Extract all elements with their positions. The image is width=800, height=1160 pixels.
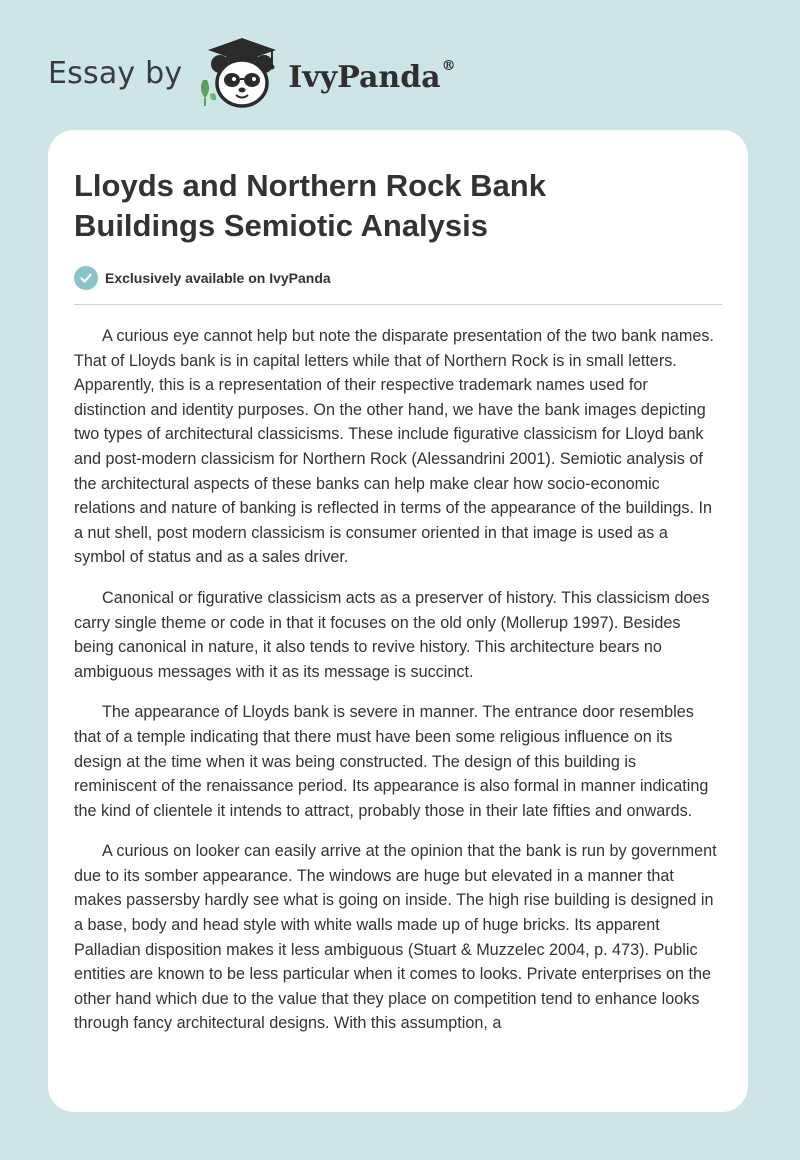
paragraph: A curious on looker can easily arrive at the opinion that the bank is run by government due to its somber appearance. The windows are huge but elevated in a manner that makes passersby hardly see what is going on inside. The high rise building is designed in a base, body and head style with white walls made up of huge bricks. Its apparent Palladian disposition makes it less ambiguous (Stuart & Muzzelec 2004, p. 473). Public entities are known to be less particular when it comes to looks. Private enterprises on the other hand which due to the value that they place on competition tend to enhance looks through fancy architectural designs. With this assumption, a	[74, 842, 717, 1033]
brand-name[interactable]	[288, 57, 456, 95]
essay-by-label: Essay by	[48, 55, 183, 91]
article-title: Lloyds and Northern Rock Bank Buildings Semiotic Analysis	[74, 168, 546, 243]
registered-mark: ®	[441, 57, 456, 74]
check-icon	[74, 266, 98, 290]
site-header	[48, 36, 456, 110]
brand-text: IvyPanda	[288, 59, 441, 95]
article-card	[48, 130, 748, 1112]
article-body	[74, 324, 722, 1036]
divider	[74, 304, 722, 305]
exclusive-badge	[74, 266, 722, 290]
exclusive-badge-text: Exclusively available on IvyPanda	[105, 270, 331, 286]
paragraph: The appearance of Lloyds bank is severe in manner. The entrance door resembles that of a temple indicating that there must have been some religious influence on its design at the time when it was being constructed. The design of this building is reminiscent of the renaissance period. Its appearance is also formal in manner indicating the kind of clientele it intends to attract, probably those in their late fifties and onwards.	[74, 703, 709, 820]
panda-graduate-logo-icon[interactable]	[196, 36, 288, 110]
paragraph: Canonical or figurative classicism acts as a preserver of history. This classicism does carry single theme or code in that it focuses on the old only (Mollerup 1997). Besides being canonical in nature, it also tends to revive history. This architecture bears no ambiguous messages with it as its message is succinct.	[74, 588, 710, 681]
paragraph: A curious eye cannot help but note the disparate presentation of the two bank names. That of Lloyds bank is in capital letters while that of Northern Rock is in small letters. Apparently, this is a representation of their respective trademark names used for distinction and identity purposes. On the other hand, we have the bank images depicting two types of architectural classicisms. These include figurative classicism for Lloyd bank and post-modern classicism for Northern Rock (Alessandrini 2001). Semiotic analysis of the architectural aspects of these banks can help make clear how socio-economic relations and nature of banking is reflected in terms of the appearance of the buildings. In a nut shell, post modern classicism is consumer oriented in that image is used as a symbol of status and as a sales driver.	[74, 327, 714, 567]
